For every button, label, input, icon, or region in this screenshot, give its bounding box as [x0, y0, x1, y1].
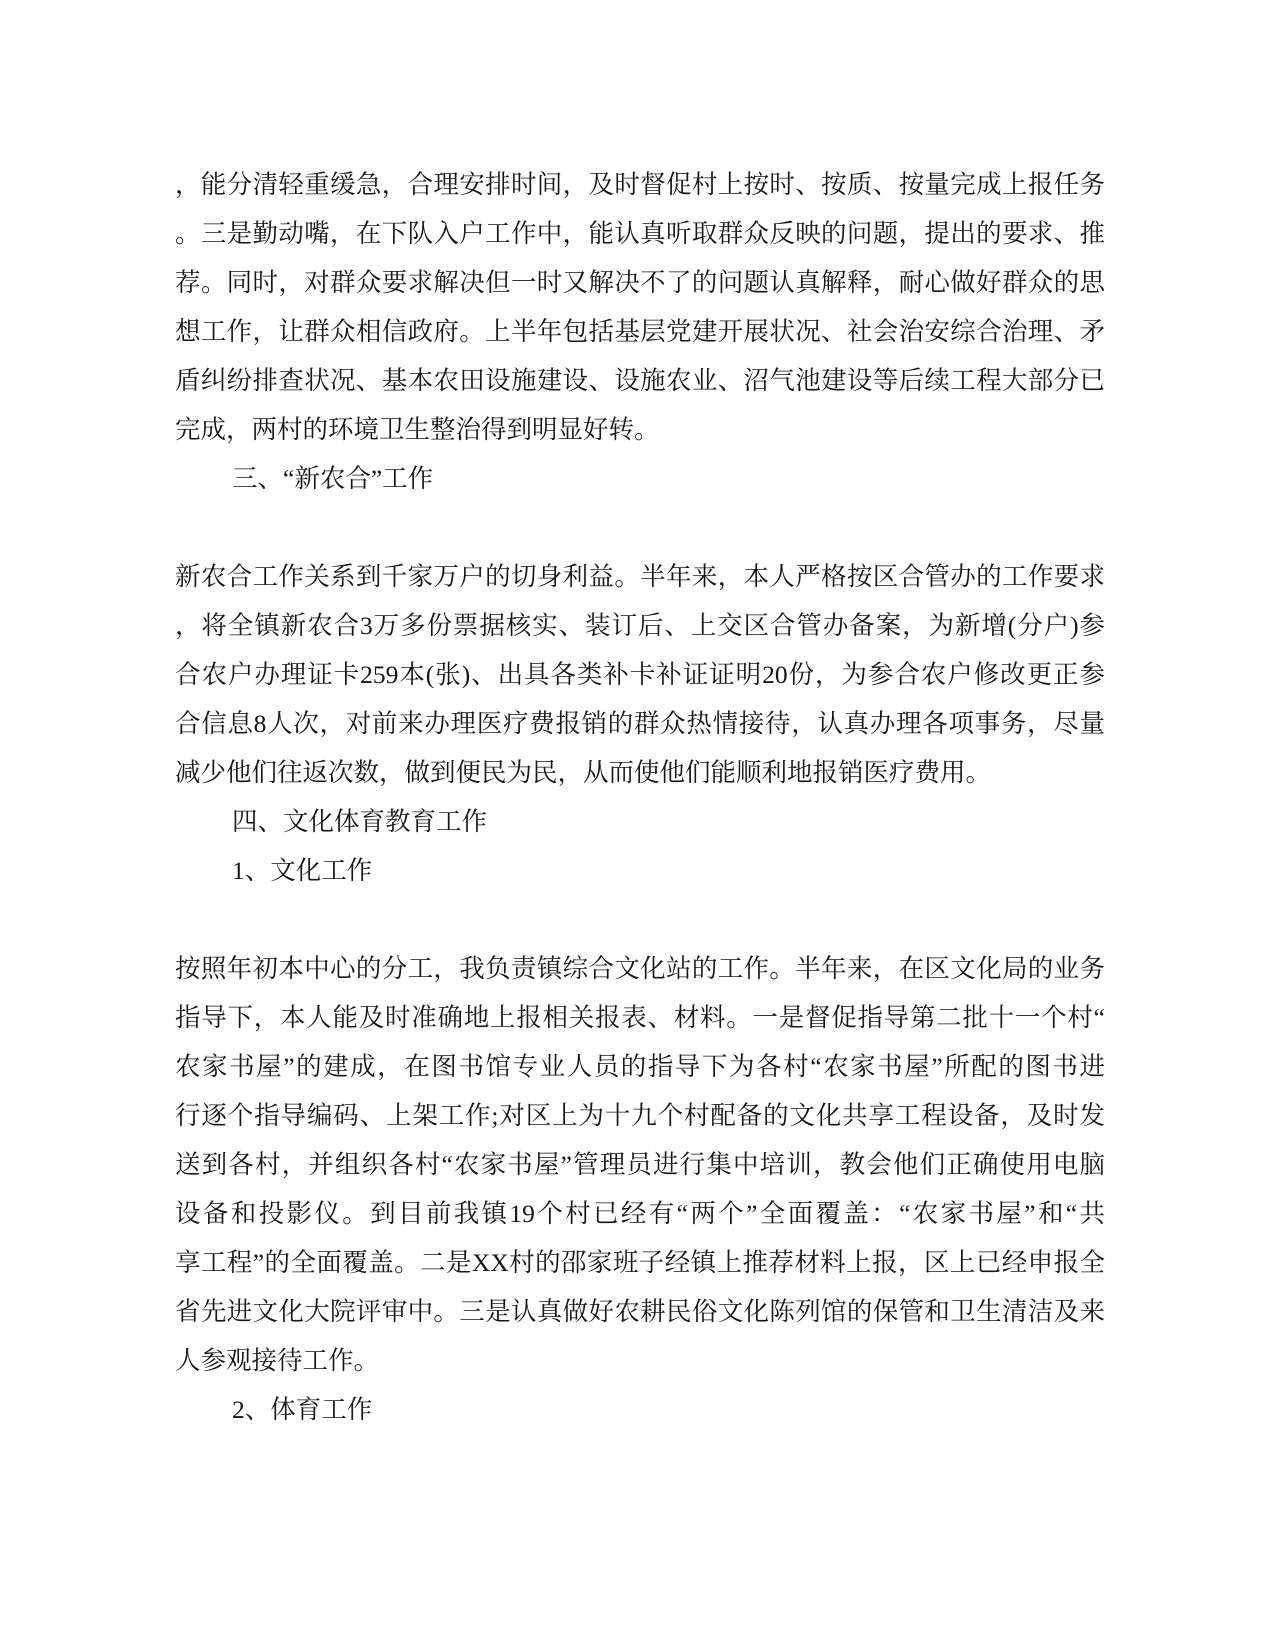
text-line: ，能分清轻重缓急，合理安排时间，及时督促村上按时、按质、按量完成上报任务 — [175, 170, 1105, 199]
text-line: 合农户办理证卡259本(张)、出具各类补卡补证证明20份，为参合农户修改更正参 — [175, 660, 1105, 689]
section-heading: 三、“新农合”工作 — [232, 464, 434, 493]
paragraph — [175, 944, 1105, 1385]
paragraph — [175, 160, 1105, 454]
text-line: 荐。同时，对群众要求解决但一时又解决不了的问题认真解释，耐心做好群众的思 — [175, 268, 1105, 297]
section-heading: 1、文化工作 — [232, 856, 373, 885]
text-line: 合信息8人次，对前来办理医疗费报销的群众热情接待，认真办理各项事务，尽量 — [175, 709, 1105, 738]
text-line: 设备和投影仪。到目前我镇19个村已经有“两个”全面覆盖：“农家书屋”和“共 — [175, 1199, 1105, 1228]
blank-line — [175, 503, 1105, 552]
text-line: 农家书屋”的建成，在图书馆专业人员的指导下为各村“农家书屋”所配的图书进 — [175, 1052, 1105, 1081]
text-line: 减少他们往返次数，做到便民为民，从而使他们能顺利地报销医疗费用。 — [175, 758, 992, 787]
text-line: 人参观接待工作。 — [175, 1346, 380, 1375]
text-line: 行逐个指导编码、上架工作;对区上为十九个村配备的文化共享工程设备，及时发 — [175, 1101, 1105, 1130]
blank-line — [175, 895, 1105, 944]
text-line: 省先进文化大院评审中。三是认真做好农耕民俗文化陈列馆的保管和卫生清洁及来 — [175, 1297, 1105, 1326]
text-line: 指导下，本人能及时准确地上报相关报表、材料。一是督促指导第二批十一个村“ — [175, 1003, 1105, 1032]
text-line: ，将全镇新农合3万多份票据核实、装订后、上交区合管办备案，为新增(分户)参 — [175, 611, 1105, 640]
section-heading: 四、文化体育教育工作 — [232, 807, 488, 836]
text-line: 享工程”的全面覆盖。二是XX村的邵家班子经镇上推荐材料上报，区上已经申报全 — [175, 1248, 1105, 1277]
text-line: 盾纠纷排查状况、基本农田设施建设、设施农业、沼气池建设等后续工程大部分已 — [175, 366, 1105, 395]
text-line: 新农合工作关系到千家万户的切身利益。半年来，本人严格按区合管办的工作要求 — [175, 562, 1105, 591]
text-line: 想工作，让群众相信政府。上半年包括基层党建开展状况、社会治安综合治理、矛 — [175, 317, 1105, 346]
paragraph — [175, 552, 1105, 797]
text-line: 完成，两村的环境卫生整治得到明显好转。 — [175, 415, 660, 444]
section-heading: 2、体育工作 — [232, 1395, 373, 1424]
text-line: 。三是勤动嘴，在下队入户工作中，能认真听取群众反映的问题，提出的要求、推 — [175, 219, 1105, 248]
text-line: 送到各村，并组织各村“农家书屋”管理员进行集中培训，教会他们正确使用电脑 — [175, 1150, 1105, 1179]
text-line: 按照年初本中心的分工，我负责镇综合文化站的工作。半年来，在区文化局的业务 — [175, 954, 1105, 983]
document-content — [175, 160, 1105, 1434]
